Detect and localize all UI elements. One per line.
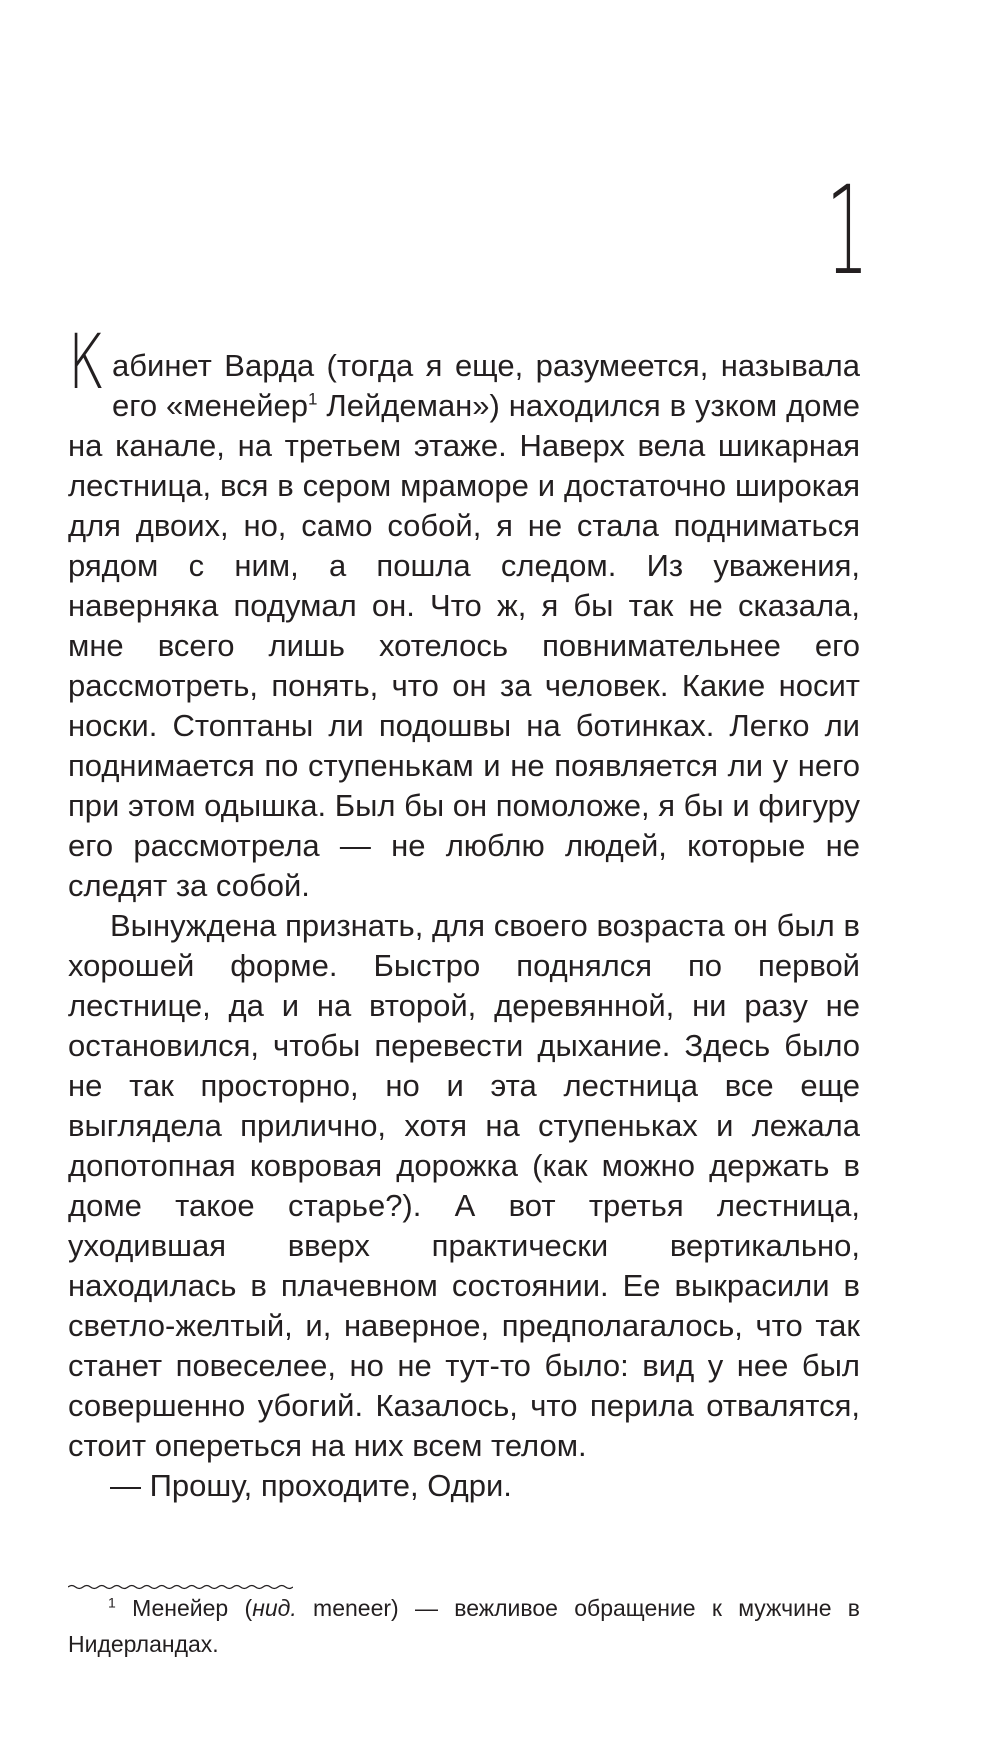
footnote-language: нид. (252, 1595, 297, 1621)
paragraph-1-text-a: абинет Варда (тогда я еще, разумеется, называла его «менейер (112, 348, 860, 423)
paragraph-2: Вынуждена признать, для своего возраста он был в хорошей форме. Быстро поднялся по первой лестнице, да и на второй, деревянной, ни разу не остановился, чтобы перевести дыхание. Здесь было не так просторно, но и эта лестница все еще выглядела прилично, хотя на ступеньках и лежала допотопная ковровая дорожка (как можно держать в доме такое старье?). А вот третья лестница, уходившая вверх практически вертикально, находилась в плачевном состоянии. Ее выкрасили в светло-желтый, и, наверное, предполагалось, что так станет повеселее, но не тут-то было: вид у нее был совершенно убогий. Казалось, что перила отвалятся, стоит опереться на них всем телом. (68, 908, 860, 1463)
footnote-marker: 1 (108, 1594, 116, 1611)
footnote-reference: 1 (308, 389, 318, 409)
body-text (68, 317, 860, 1506)
paragraph-3: — Прошу, проходите, Одри. (110, 1468, 512, 1503)
footnote-text: meneer) — вежливое обращение к мужчине в Нидерландах. (68, 1595, 861, 1657)
chapter-number: 1 (826, 160, 869, 302)
paragraph-1-text-b: Лейдеман») находился в узком доме на канале, на третьем этаже. Наверх вела шикарная лестница, вся в сером мраморе и достаточно широкая для двоих, но, само собой, я не стала подниматься рядом с ним, а пошла следом. Из уважения, наверняка подумал он. Что ж, я бы так не сказала, мне всего лишь хотелось повнимательнее его рассмотреть, понять, что он за человек. Какие носит носки. Стоптаны ли подошвы на ботинках. Легко ли поднимается по ступенькам и не появляется ли у него при этом одышка. Был бы он помоложе, я бы и фигуру его рассмотрела — не люблю людей, которые не следят за собой. (68, 388, 860, 903)
footnote-term: Менейер ( (132, 1595, 253, 1621)
drop-cap: К (68, 317, 105, 406)
paragraph-1 (68, 317, 860, 906)
footnote (68, 1590, 860, 1662)
